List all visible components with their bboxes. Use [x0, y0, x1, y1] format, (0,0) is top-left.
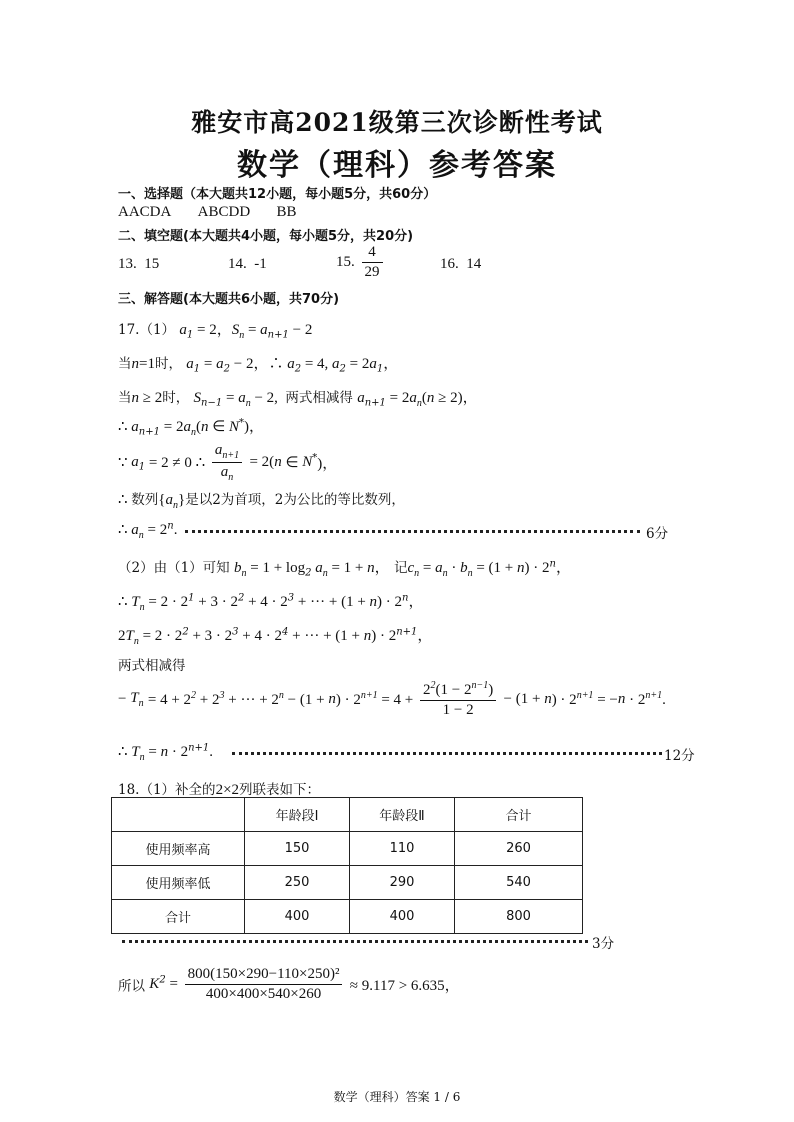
- q17-line1: 17.（1） $a_1 = 2$，$S_n = a_{n+1} - 2$: [118, 322, 313, 341]
- exam-title: 雅安市高2021级第三次诊断性考试: [191, 108, 603, 137]
- answer-title: 数学（理科）参考答案: [237, 148, 557, 183]
- q17-line6: ∴ 数列$\{a_n\}$是以2为首项，2为公比的等比数列，: [118, 492, 405, 511]
- part2-heading: 二、填空题(本大题共4小题，每小题5分，共20分): [118, 229, 414, 244]
- dotted-leader: [232, 752, 662, 755]
- q17-part2-line5: − $T_n = 4 + 2^2 + 2^3$ + ··· + $2^n - (1 + n) \cdot 2^{n+1} = 4$ + $\frac{2^2(1 - 2^{n-1})}{1 - 2}$ − $(1 + n) \cdot 2^{n+1} = -n \cdot 2^{n+1}$.: [118, 680, 666, 718]
- q17-part2-line3: $2T_n = 2 \cdot 2^2 + 3 \cdot 2^3 + 4 \cdot 2^4$ + ··· + $(1 + n) \cdot 2^{n+1}$，: [118, 626, 433, 647]
- table-row: 使用频率高 150 110 260: [112, 832, 583, 866]
- table-row: 合计 400 400 800: [112, 900, 583, 934]
- score-6: 6分: [646, 526, 669, 542]
- page-footer: 数学（理科）答案 1 / 6: [333, 1090, 461, 1104]
- q17-part2-line6: ∴ $T_n = n \cdot 2^{n+1}$.: [118, 742, 214, 763]
- dotted-leader: [185, 530, 640, 533]
- score-12: 12分: [664, 748, 695, 764]
- dotted-leader: [122, 940, 588, 943]
- q18-k-square: 所以 $K^2$ = $\frac{\text{800(150×290−110×250)²}}{400\times 400\times 540\times 260}$ ≈ 9.117 > 6.635，: [118, 966, 460, 1002]
- q17-line4: ∴ $a_{n+1} = 2a_n(n$ ∈ N*)，: [118, 417, 265, 438]
- part1-heading: 一、选择题（本大题共12小题，每小题5分，共60分）: [118, 187, 437, 202]
- table-row: 使用频率低 250 290 540: [112, 866, 583, 900]
- answer-15: 15. $\frac{4}{29}$: [336, 244, 386, 281]
- q17-line7: ∴ $a_n = 2^n$.: [118, 520, 178, 541]
- table-row: 年龄段Ⅰ 年龄段Ⅱ 合计: [112, 798, 583, 832]
- contingency-table: [111, 797, 583, 934]
- q17-line5: ∵ $a_1 = 2 \ne 0$ ∴ $\frac{a_{n+1}}{a_n}$ = 2(n ∈ N*)，: [118, 442, 338, 483]
- q17-part2-line1: （2）由（1）可知 $b_n = 1 + \log_2 a_n = 1 + n$， 记$c_n = a_n \cdot b_n = (1 + n) \cdot 2^n$，: [118, 558, 571, 579]
- q17-line2: 当n=1时， $a_1 = a_2 - 2$，∴ $a_2 = 4$, $a_2 = 2a_1$，: [118, 356, 399, 375]
- q17-line3: 当n ≥ 2时， $S_{n-1} = a_n - 2$, 两式相减得 $a_{n+1} = 2a_n(n \ge 2)$，: [118, 390, 478, 409]
- q17-part2-line2: ∴ $T_n = 2 \cdot 2^1 + 3 \cdot 2^2 + 4 \cdot 2^3$ + ··· + $(1 + n) \cdot 2^n$，: [118, 592, 424, 613]
- answer-14: 14. -1: [228, 256, 267, 272]
- score-3: 3分: [592, 936, 615, 952]
- q18-intro: 18.（1）补全的2×2列联表如下：: [118, 782, 321, 798]
- part1-answers: AACDA ABCDD BB: [118, 204, 297, 220]
- part3-heading: 三、解答题(本大题共6小题，共70分): [118, 292, 340, 307]
- answer-13: 13. 15: [118, 256, 160, 272]
- answer-16: 16. 14: [440, 256, 482, 272]
- q17-part2-line4: 两式相减得: [118, 658, 186, 674]
